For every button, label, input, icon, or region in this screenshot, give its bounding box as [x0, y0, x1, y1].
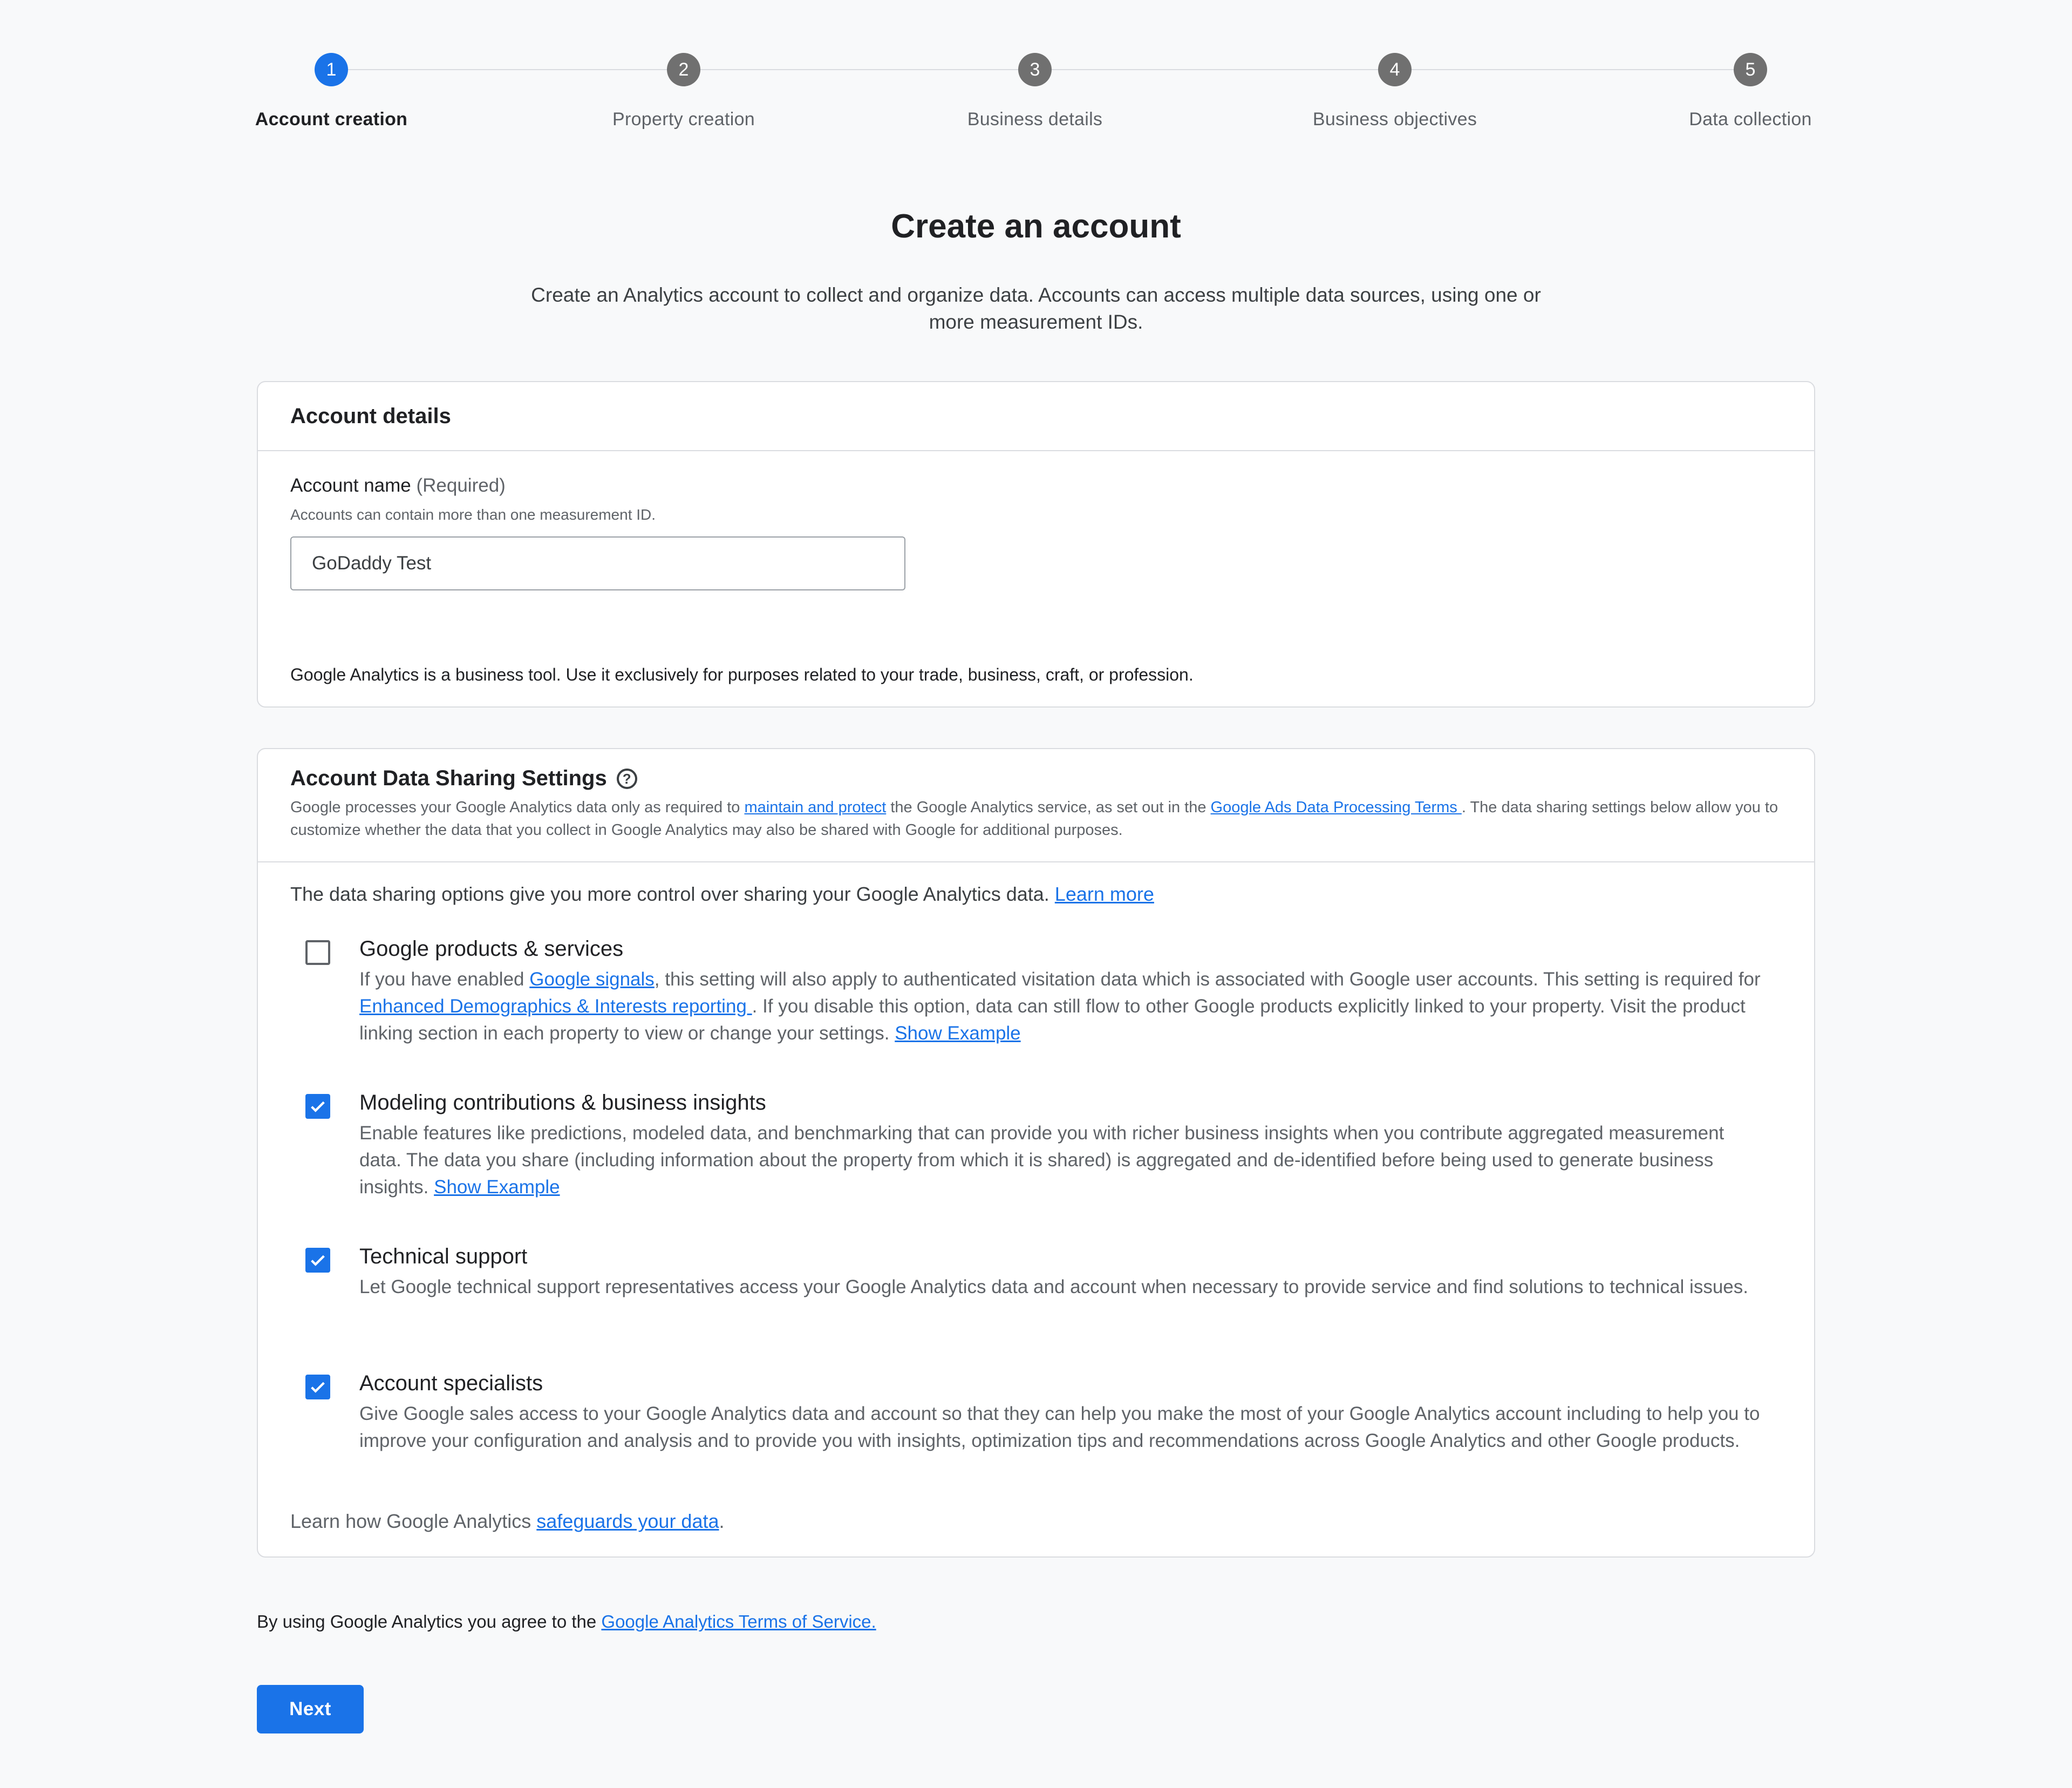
modeling-contributions-checkbox[interactable]: [305, 1094, 330, 1119]
step-connector: [700, 69, 1018, 70]
desc-text: . If you disable this option, data can still flow to other Google products explicitly linked to your property. Visit the product linking section in each property to view or change your settings.: [359, 996, 1746, 1044]
safeguard-note: [290, 1510, 725, 1533]
show-example-link[interactable]: Show Example: [434, 1177, 560, 1198]
next-button[interactable]: Next: [257, 1685, 364, 1733]
data-sharing-title: Account Data Sharing Settings: [290, 766, 607, 790]
learn-more-link[interactable]: Learn more: [1054, 883, 1154, 905]
account-details-card: [257, 381, 1815, 708]
show-example-link[interactable]: Show Example: [895, 1023, 1021, 1044]
data-sharing-description: [290, 796, 1790, 841]
ads-data-processing-terms-link[interactable]: Google Ads Data Processing Terms: [1210, 799, 1462, 816]
safeguard-end: .: [719, 1510, 725, 1532]
card-header: [258, 749, 1814, 862]
enhanced-demographics-link[interactable]: Enhanced Demographics & Interests reporting: [359, 996, 752, 1017]
account-name-label: [290, 475, 506, 497]
safeguard-text: Learn how Google Analytics: [290, 1510, 537, 1532]
step-1-label: Account creation: [255, 109, 408, 130]
account-name-hint: Accounts can contain more than one measurement ID.: [290, 506, 656, 523]
step-3-indicator: 3: [1018, 53, 1052, 86]
option-title: Google products & services: [359, 937, 624, 961]
option-description: Give Google sales access to your Google Analytics data and account so that they can help you make the most of your Google Analytics account including to help you to improve your configuration and analysis and to provide you with insights, optimization tips and recommendations across Google Analytics and other Google products.: [359, 1403, 1760, 1451]
check-icon: [309, 1097, 327, 1116]
step-2-indicator: 2: [667, 53, 700, 86]
account-details-title: Account details: [290, 404, 451, 428]
page-subtitle: Create an Analytics account to collect and organize data. Accounts can access multiple data sources, using one or more measurement IDs.: [531, 284, 1541, 333]
data-sharing-intro: [290, 883, 1154, 906]
desc-text: Google processes your Google Analytics data only as required to: [290, 799, 745, 816]
step-4-label: Business objectives: [1312, 109, 1477, 130]
account-name-input[interactable]: [290, 536, 905, 590]
maintain-and-protect-link[interactable]: maintain and protect: [744, 799, 887, 816]
terms-of-service-note: [257, 1612, 876, 1632]
tos-text: By using Google Analytics you agree to the: [257, 1612, 602, 1631]
step-5-label: Data collection: [1689, 109, 1812, 130]
step-3-label: Business details: [967, 109, 1103, 130]
step-connector: [1052, 69, 1378, 70]
step-1-indicator: 1: [315, 53, 348, 86]
account-name-label-text: Account name: [290, 475, 411, 496]
step-4-indicator: 4: [1378, 53, 1412, 86]
desc-text: If you have enabled: [359, 969, 530, 990]
option-title: Account specialists: [359, 1371, 543, 1395]
help-icon[interactable]: ?: [617, 769, 637, 789]
card-header: [258, 382, 1814, 451]
step-2-label: Property creation: [612, 109, 755, 130]
account-specialists-checkbox[interactable]: [305, 1375, 330, 1399]
progress-stepper: [0, 0, 2072, 162]
step-5-indicator: 5: [1734, 53, 1767, 86]
google-signals-link[interactable]: Google signals: [529, 969, 655, 990]
google-products-checkbox[interactable]: [305, 940, 330, 965]
page-title: Create an account: [891, 208, 1181, 245]
option-title: Modeling contributions & business insights: [359, 1091, 766, 1114]
option-description: [359, 1120, 1762, 1201]
option-title: Technical support: [359, 1245, 528, 1268]
business-tool-note: Google Analytics is a business tool. Use it exclusively for purposes related to your trade, business, craft, or profession.: [290, 665, 1194, 684]
step-connector: [348, 69, 667, 70]
step-connector: [1412, 69, 1734, 70]
check-icon: [309, 1251, 327, 1269]
desc-text: Enable features like predictions, modeled data, and benchmarking that can provide you with richer business insights when you contribute aggregated measurement data. The data you share (including information about the property from which it is shared) is aggregated and de-identified before being used to generate business insights.: [359, 1123, 1725, 1198]
safeguards-your-data-link[interactable]: safeguards your data: [536, 1510, 719, 1532]
intro-text: The data sharing options give you more control over sharing your Google Analytics data.: [290, 883, 1055, 905]
check-icon: [309, 1378, 327, 1396]
option-description: [359, 966, 1762, 1047]
terms-of-service-link[interactable]: Google Analytics Terms of Service.: [601, 1612, 876, 1631]
option-description: Let Google technical support representatives access your Google Analytics data and account when necessary to provide service and find solutions to technical issues.: [359, 1276, 1748, 1297]
desc-text: the Google Analytics service, as set out in the: [886, 799, 1211, 816]
technical-support-checkbox[interactable]: [305, 1248, 330, 1273]
required-marker: (Required): [416, 475, 506, 496]
desc-text: . The data sharing settings below allow you to customize whether the data that you collect in Google Analytics may also be shared with Google for additional purposes.: [290, 799, 1778, 839]
desc-text: , this setting will also apply to authenticated visitation data which is associated with Google user accounts. This setting is required for: [654, 969, 1761, 990]
data-sharing-card: [257, 748, 1815, 1558]
